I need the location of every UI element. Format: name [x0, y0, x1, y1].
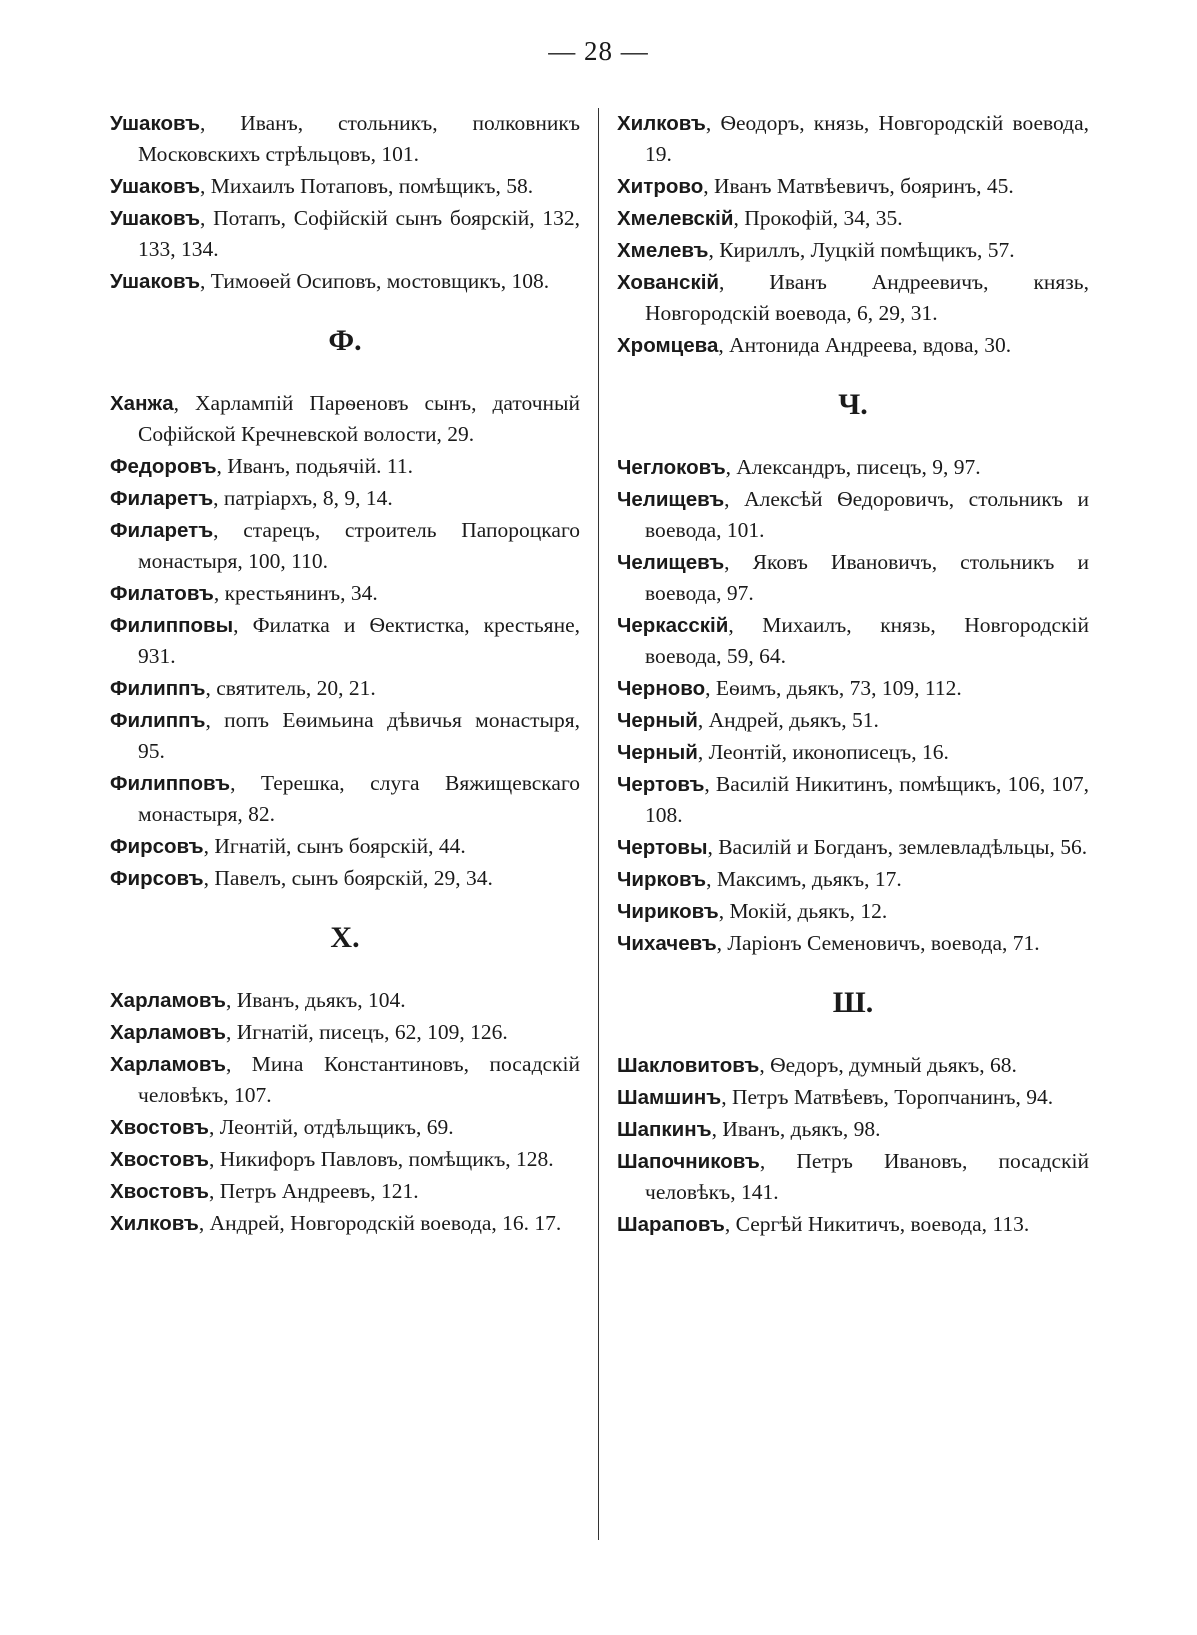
entry-details: , Игнатій, писецъ, 62, 109, 126.	[225, 1020, 508, 1044]
entry-surname: Харламовъ	[110, 989, 226, 1012]
entry-details: , Иванъ Андреевичъ, князь, Новгородскій воевода, 6, 29, 31.	[645, 270, 1089, 325]
entry-details: , Яковъ Ивановичъ, стольникъ и воевода, 97.	[645, 550, 1089, 605]
index-entry	[110, 831, 580, 862]
entry-surname: Шамшинъ	[617, 1086, 722, 1109]
entry-surname: Филаретъ	[110, 519, 214, 542]
entry-details: , Алексѣй Ѳедоровичъ, стольникъ и воевода, 101.	[645, 487, 1089, 542]
entry-surname: Хвостовъ	[110, 1148, 209, 1171]
entry-details: , Терешка, слуга Вяжищевскаго монастыря, 82.	[138, 771, 580, 826]
index-entry	[110, 578, 580, 609]
entry-details: , попъ Еѳимьина дѣвичья монастыря, 95.	[138, 708, 580, 763]
entry-surname: Филиппъ	[110, 677, 206, 700]
entry-details: , патріархъ, 8, 9, 14.	[213, 486, 393, 510]
index-entry	[110, 985, 580, 1016]
entry-surname: Чирковъ	[617, 868, 707, 891]
entry-surname: Хилковъ	[617, 112, 706, 135]
section-letter: Ч.	[838, 388, 868, 421]
entry-surname: Ушаковъ	[110, 175, 201, 198]
entry-details: , Василій Никитинъ, помѣщикъ, 106, 107, 108.	[645, 772, 1089, 827]
index-entry	[110, 1112, 580, 1143]
index-entry	[617, 235, 1089, 266]
entry-details: , святитель, 20, 21.	[205, 676, 376, 700]
entry-details: , Павелъ, сынъ боярскій, 29, 34.	[203, 866, 493, 890]
index-entry	[617, 330, 1089, 361]
entry-surname: Ушаковъ	[110, 270, 201, 293]
entry-details: , Андрей, дьякъ, 51.	[697, 708, 879, 732]
index-entry	[617, 1114, 1089, 1145]
entry-details: , Александръ, писецъ, 9, 97.	[725, 455, 981, 479]
index-entry	[617, 928, 1089, 959]
entry-surname: Ушаковъ	[110, 112, 201, 135]
index-entry	[110, 863, 580, 894]
entry-surname: Харламовъ	[110, 1021, 226, 1044]
entry-details: , Ѳедоръ, думный дьякъ, 68.	[759, 1053, 1017, 1077]
entry-details: , Иванъ Матвѣевичъ, бояринъ, 45.	[703, 174, 1014, 198]
entry-surname: Филатовъ	[110, 582, 214, 605]
entry-surname: Филипповъ	[110, 772, 231, 795]
entry-details: , старецъ, строитель Папороцкаго монастыря, 100, 110.	[138, 518, 580, 573]
entry-details: , Мина Константиновъ, посадскій человѣкъ, 107.	[138, 1052, 580, 1107]
entry-surname: Хитрово	[617, 175, 704, 198]
index-entry	[617, 832, 1089, 863]
index-entry	[110, 1144, 580, 1175]
entry-surname: Чихачевъ	[617, 932, 717, 955]
entry-details: , Тимоѳей Осиповъ, мостовщикъ, 108.	[200, 269, 550, 293]
entry-surname: Ханжа	[110, 392, 174, 415]
right-column	[617, 108, 1089, 1241]
entry-details: , Иванъ, дьякъ, 104.	[225, 988, 406, 1012]
entry-details: , Леонтій, отдѣльщикъ, 69.	[209, 1115, 454, 1139]
entry-details: , Никифоръ Павловъ, помѣщикъ, 128.	[209, 1147, 554, 1171]
index-entry	[110, 673, 580, 704]
index-entry	[617, 547, 1089, 609]
entry-details: , Михаилъ, князь, Новгородскій воевода, 59, 64.	[645, 613, 1089, 668]
left-column	[110, 108, 580, 1240]
entry-surname: Чертовъ	[617, 773, 705, 796]
entry-surname: Хвостовъ	[110, 1116, 209, 1139]
entry-surname: Челищевъ	[617, 488, 725, 511]
section-letter: Ш.	[832, 986, 874, 1019]
index-entry	[110, 388, 580, 450]
index-entry	[617, 203, 1089, 234]
index-entry	[110, 108, 580, 170]
index-entry	[110, 171, 580, 202]
entry-surname: Черново	[617, 677, 706, 700]
entry-details: , Игнатій, сынъ боярскій, 44.	[203, 834, 466, 858]
entry-details: , Еѳимъ, дьякъ, 73, 109, 112.	[705, 676, 962, 700]
entry-details: , Михаилъ Потаповъ, помѣщикъ, 58.	[200, 174, 534, 198]
entry-surname: Челищевъ	[617, 551, 725, 574]
entry-details: , Иванъ, подьячій. 11.	[216, 454, 413, 478]
index-entry	[617, 610, 1089, 672]
index-entry	[617, 1146, 1089, 1208]
entry-details: , Василій и Богданъ, землевладѣльцы, 56.	[707, 835, 1088, 859]
entry-surname: Хованскій	[617, 271, 719, 294]
entry-details: , Иванъ, дьякъ, 98.	[711, 1117, 881, 1141]
index-entry	[110, 266, 580, 297]
entry-details: , Леонтій, иконописецъ, 16.	[697, 740, 949, 764]
index-entry	[617, 864, 1089, 895]
index-entry	[617, 267, 1089, 329]
entry-surname: Шараповъ	[617, 1213, 725, 1236]
index-entry	[110, 610, 580, 672]
entry-surname: Чеглоковъ	[617, 456, 726, 479]
entry-details: , Прокофій, 34, 35.	[733, 206, 903, 230]
section-letter: Ф.	[328, 324, 362, 357]
index-entry	[617, 705, 1089, 736]
index-entry	[617, 896, 1089, 927]
index-entry	[110, 1049, 580, 1111]
index-entry	[110, 1176, 580, 1207]
entry-surname: Харламовъ	[110, 1053, 226, 1076]
entry-surname: Чертовы	[617, 836, 708, 859]
entry-surname: Хмелевъ	[617, 239, 709, 262]
index-entry	[617, 171, 1089, 202]
entry-surname: Черкасскій	[617, 614, 729, 637]
entry-surname: Хилковъ	[110, 1212, 199, 1235]
entry-details: , Андрей, Новгородскій воевода, 16. 17.	[198, 1211, 562, 1235]
page-number: — 28 —	[548, 36, 649, 66]
entry-surname: Черный	[617, 709, 698, 732]
entry-surname: Хромцева	[617, 334, 719, 357]
index-entry	[110, 1208, 580, 1239]
entry-details: , Иванъ, стольникъ, полковникъ Московскихъ стрѣльцовъ, 101.	[138, 111, 580, 166]
index-entry	[110, 451, 580, 482]
index-entry	[617, 1082, 1089, 1113]
entry-details: , Петръ Андреевъ, 121.	[209, 1179, 419, 1203]
entry-details: , Ларіонъ Семеновичъ, воевода, 71.	[716, 931, 1040, 955]
index-entry	[110, 768, 580, 830]
entry-surname: Чириковъ	[617, 900, 719, 923]
entry-surname: Филаретъ	[110, 487, 214, 510]
entry-surname: Филипповы	[110, 614, 234, 637]
index-entry	[617, 484, 1089, 546]
entry-surname: Филиппъ	[110, 709, 206, 732]
index-entry	[617, 1050, 1089, 1081]
index-entry	[110, 483, 580, 514]
entry-details: , Ѳеодоръ, князь, Новгородскій воевода, 19.	[645, 111, 1089, 166]
entry-surname: Федоровъ	[110, 455, 217, 478]
entry-details: , крестьянинъ, 34.	[213, 581, 378, 605]
index-entry	[617, 452, 1089, 483]
entry-surname: Шапкинъ	[617, 1118, 712, 1141]
entry-surname: Фирсовъ	[110, 867, 204, 890]
entry-surname: Фирсовъ	[110, 835, 204, 858]
index-entry	[617, 108, 1089, 170]
entry-details: , Максимъ, дьякъ, 17.	[706, 867, 902, 891]
index-entry	[110, 1017, 580, 1048]
index-entry	[617, 769, 1089, 831]
column-divider	[598, 108, 599, 1540]
entry-details: , Харлампій Парѳеновъ сынъ, даточный Софійской Кречневской волости, 29.	[138, 391, 580, 446]
entry-details: , Мокій, дьякъ, 12.	[718, 899, 888, 923]
section-letter: X.	[330, 921, 360, 954]
entry-surname: Шапочниковъ	[617, 1150, 760, 1173]
entry-details: , Кириллъ, Луцкій помѣщикъ, 57.	[708, 238, 1015, 262]
entry-details: , Потапъ, Софійскій сынъ боярскій, 132, 133, 134.	[138, 206, 580, 261]
entry-details: , Антонида Андреева, вдова, 30.	[718, 333, 1012, 357]
entry-details: , Сергѣй Никитичъ, воевода, 113.	[724, 1212, 1030, 1236]
index-entry	[617, 1209, 1089, 1240]
index-entry	[110, 515, 580, 577]
index-entry	[617, 673, 1089, 704]
entry-surname: Черный	[617, 741, 698, 764]
index-entry	[617, 737, 1089, 768]
entry-details: , Петръ Матвѣевъ, Торопчанинъ, 94.	[721, 1085, 1054, 1109]
entry-surname: Ушаковъ	[110, 207, 201, 230]
entry-details: , Петръ Ивановъ, посадскій человѣкъ, 141.	[645, 1149, 1089, 1204]
entry-surname: Хвостовъ	[110, 1180, 209, 1203]
index-entry	[110, 203, 580, 265]
entry-surname: Шакловитовъ	[617, 1054, 760, 1077]
index-entry	[110, 705, 580, 767]
entry-surname: Хмелевскій	[617, 207, 734, 230]
entry-details: , Филатка и Ѳектистка, крестьяне, 931.	[138, 613, 580, 668]
